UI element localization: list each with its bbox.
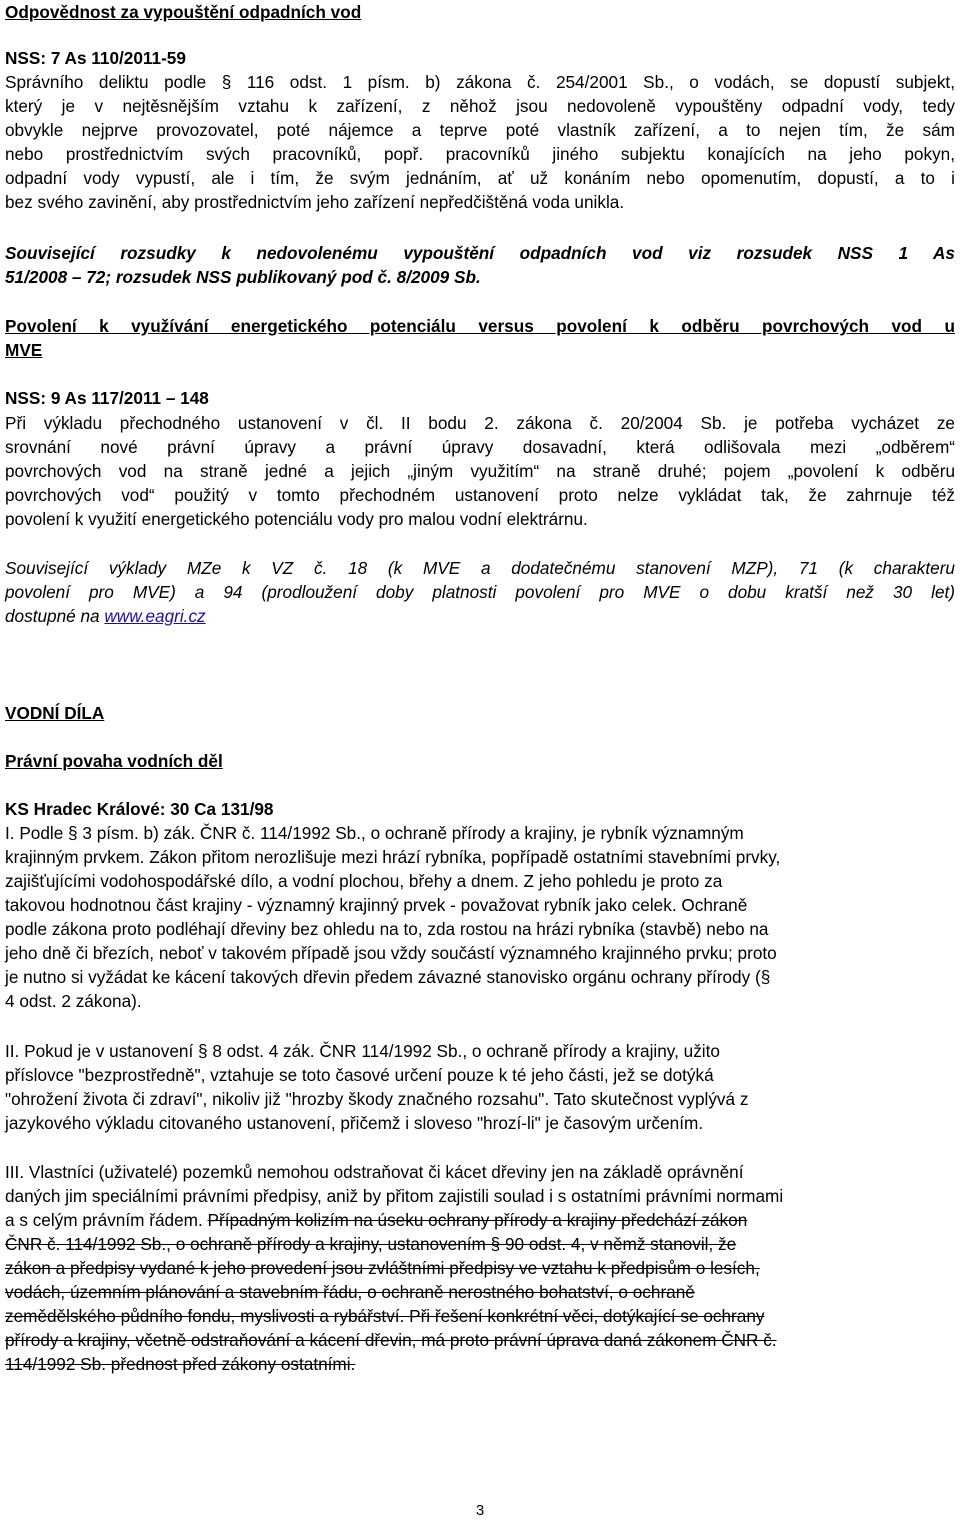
struck-text: Případným kolizím na úseku ochrany přírody a krajiny předchází zákon — [207, 1210, 748, 1230]
related-explanations-line: Související výklady MZe k VZ č. 18 (k MVE a dodatečnému stanovení MZP), 71 (k charakteru — [5, 558, 955, 578]
paragraph-line: srovnání nové právní úpravy a právní úpravy dosavadní, která odlišovala mezi „odběrem“ — [5, 437, 955, 457]
paragraph-line: jeho dně či březích, neboť v takovém případě jsou vždy součástí významného krajinného prvku; proto — [5, 943, 777, 963]
struck-paragraph-line: zemědělského půdního fondu, myslivosti a rybářství. Při řešení konkrétní věci, dotýkající se ochrany — [5, 1306, 765, 1326]
related-rulings-line: 51/2008 – 72; rozsudek NSS publikovaný pod č. 8/2009 Sb. — [5, 267, 481, 287]
case-reference-ks-hradec: KS Hradec Králové: 30 Ca 131/98 — [5, 799, 274, 819]
paragraph-line: krajinným prvkem. Zákon přitom nerozlišuje mezi hrází rybníka, popřípadě ostatními stavebními prvky, — [5, 847, 781, 867]
paragraph-line: Správního deliktu podle § 116 odst. 1 písm. b) zákona č. 254/2001 Sb., o vodách, se dopustí subjekt, — [5, 72, 955, 92]
paragraph-line: povrchových vod na straně jedné a jejich „jiným využitím“ na straně druhé; pojem „povolení k odběru — [5, 461, 955, 481]
paragraph-line: daných jim speciálními právními předpisy, aniž by přitom zajistili soulad i s ostatními právními normami — [5, 1186, 784, 1206]
paragraph-line: II. Pokud je v ustanovení § 8 odst. 4 zák. ČNR 114/1992 Sb., o ochraně přírody a krajiny, užito — [5, 1041, 720, 1061]
struck-paragraph-line: přírody a krajiny, včetně odstraňování a kácení dřevin, má proto právní úprava daná zákonem ČNR č. — [5, 1330, 777, 1350]
eagri-link[interactable]: www.eagri.cz — [104, 606, 206, 626]
paragraph-line: obvykle nejprve provozovatel, poté nájemce a teprve poté vlastník zařízení, a to nejen tím, že sám — [5, 120, 955, 140]
paragraph-line: III. Vlastníci (uživatelé) pozemků nemohou odstraňovat či kácet dřeviny jen na základě oprávnění — [5, 1162, 744, 1182]
paragraph-line: je nutno si vyžádat ke kácení takových dřevin předem závazné stanovisko orgánu ochrany přírody (§ — [5, 967, 771, 987]
section-heading-odpovednost: Odpovědnost za vypouštění odpadních vod — [5, 2, 362, 22]
paragraph-line: 4 odst. 2 zákona). — [5, 991, 142, 1011]
struck-paragraph-line: 114/1992 Sb. přednost před zákony ostatními. — [5, 1354, 356, 1374]
paragraph-line: "ohrožení života či zdraví", nikoliv již "hrozby škody značného rozsahu". Tato skutečnost vyplývá z — [5, 1089, 749, 1109]
section-heading-povoleni: Povolení k využívání energetického potenciálu versus povolení k odběru povrchových vod u — [5, 316, 955, 336]
section-heading-pravni-povaha: Právní povaha vodních děl — [5, 751, 223, 771]
struck-paragraph-line: ČNR č. 114/1992 Sb., o ochraně přírody a krajiny, ustanovením § 90 odst. 4, v němž stanovil, že — [5, 1234, 737, 1254]
related-rulings-line: Související rozsudky k nedovolenému vypouštění odpadních vod viz rozsudek NSS 1 As — [5, 243, 955, 263]
case-reference-nss-7as: NSS: 7 As 110/2011-59 — [5, 48, 186, 68]
paragraph-text: a s celým právním řádem. — [5, 1210, 208, 1230]
paragraph-line: I. Podle § 3 písm. b) zák. ČNR č. 114/1992 Sb., o ochraně přírody a krajiny, je rybník významným — [5, 823, 744, 843]
section-heading-povoleni-cont: MVE — [5, 340, 43, 360]
paragraph-line: takovou hodnotnou část krajiny - významný krajinný prvek - považovat rybník jako celek. Ochraně — [5, 895, 748, 915]
struck-paragraph-line: vodách, územním plánování a stavebním řádu, o ochraně nerostného bohatství, o ochraně — [5, 1282, 695, 1302]
related-explanations-line: povolení pro MVE) a 94 (prodloužení doby platnosti povolení pro MVE o dobu kratší než 30 let) — [5, 582, 955, 602]
paragraph-line: Při výkladu přechodného ustanovení v čl. II bodu 2. zákona č. 20/2004 Sb. je potřeba vycházet ze — [5, 413, 955, 433]
chapter-heading-vodni-dila: VODNÍ DÍLA — [5, 703, 105, 723]
case-reference-nss-9as: NSS: 9 As 117/2011 – 148 — [5, 388, 209, 408]
struck-paragraph-line: zákon a předpisy vydané k jeho provedení jsou zvláštními předpisy ve vztahu k předpisům o lesích, — [5, 1258, 760, 1278]
paragraph-line: nebo prostřednictvím svých pracovníků, popř. pracovníků jiného subjektu konajících na jeho pokyn, — [5, 144, 955, 164]
paragraph-line: příslovce "bezprostředně", vztahuje se toto časové určení pouze k té jeho části, jež se dotýká — [5, 1065, 714, 1085]
related-explanations-line — [5, 604, 955, 628]
paragraph-line: který je v nejtěsnějším vztahu k zařízení, z něhož jsou nedovoleně vypouštěny odpadní vody, tedy — [5, 96, 955, 116]
paragraph-line: jazykového výkladu citovaného ustanovení, přičemž i sloveso "hrozí-li" je časovým určením. — [5, 1113, 704, 1133]
related-explanations-text: dostupné na — [5, 606, 105, 626]
paragraph-line: povrchových vod“ použitý v tomto přechodném ustanovení proto nelze vykládat tak, že zahrnuje též — [5, 485, 955, 505]
paragraph-line: bez svého zavinění, aby prostřednictvím jeho zařízení nepředčištěná voda unikla. — [5, 192, 625, 212]
paragraph-line: zajišťujícími vodohospodářské dílo, a vodní plochou, břehy a dnem. Z jeho pohledu je proto za — [5, 871, 723, 891]
page-number: 3 — [475, 1502, 485, 1519]
paragraph-line: odpadní vody vypustí, ale i tím, že svým jednáním, ať už konáním nebo opomenutím, dopustí, a to i — [5, 168, 955, 188]
paragraph-line: povolení k využití energetického potenciálu vody pro malou vodní elektrárnu. — [5, 509, 588, 529]
paragraph-line: podle zákona proto podléhají dřeviny bez ohledu na to, zda rostou na hrázi rybníka (stavbě) nebo na — [5, 919, 769, 939]
paragraph-line — [5, 1208, 955, 1232]
